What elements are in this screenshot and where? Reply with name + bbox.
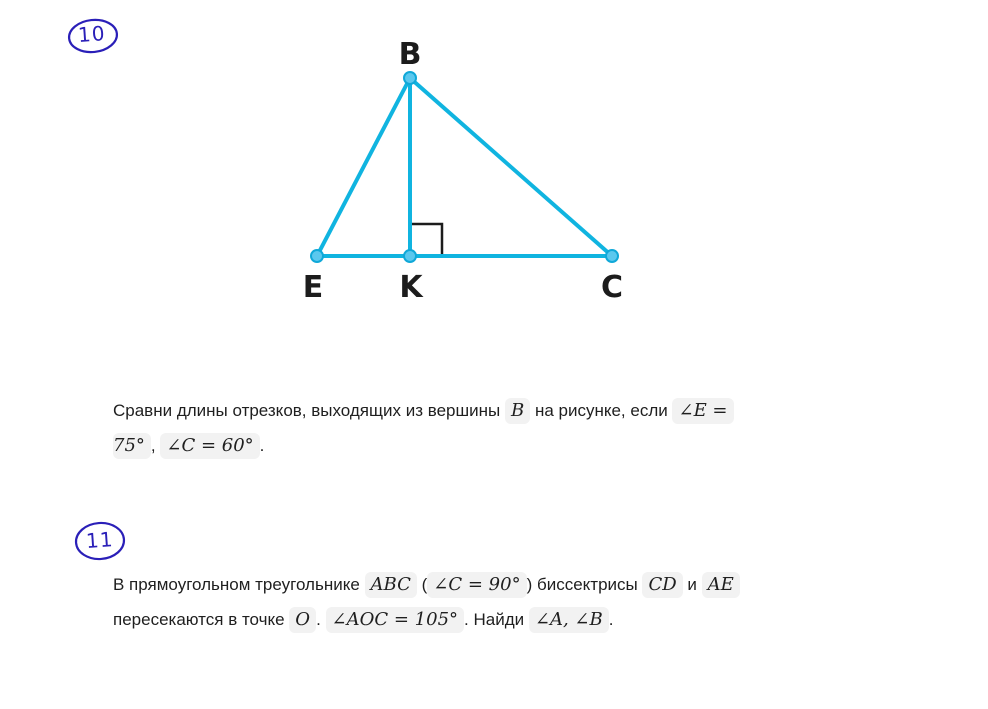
vertex-label-K: K	[399, 270, 423, 305]
math-expression: ABC	[365, 572, 417, 598]
right-angle-marker	[412, 224, 442, 254]
segment-BE	[317, 78, 410, 256]
problem-number-label: 10	[77, 21, 107, 47]
text-fragment: на рисунке, если	[534, 401, 668, 420]
problem-10-text-line-1	[113, 393, 734, 428]
text-fragment: .	[608, 610, 614, 629]
text-fragment: .	[316, 610, 321, 629]
vertex-point-B	[404, 72, 416, 84]
vertex-label-E: E	[302, 270, 324, 305]
segment-BC	[410, 78, 612, 256]
triangle-figure	[290, 30, 650, 310]
math-expression: ∠AOC = 105°	[326, 607, 465, 633]
problem-number-label: 11	[85, 527, 115, 553]
problem-11-text-line-1	[113, 567, 740, 602]
vertex-label-B: B	[398, 37, 422, 72]
text-fragment: ) биссектрисы	[526, 575, 638, 594]
math-expression: ∠A, ∠B	[529, 607, 609, 633]
vertex-point-C	[606, 250, 618, 262]
vertex-label-C: C	[600, 270, 624, 305]
problem-10-text-line-2	[113, 428, 264, 463]
text-fragment: В прямоугольном треугольнике	[113, 575, 360, 594]
text-fragment: Сравни длины отрезков, выходящих из вершины	[113, 401, 501, 420]
math-expression: 75°	[113, 433, 151, 459]
text-fragment: . Найди	[464, 610, 525, 629]
text-fragment: (	[421, 575, 428, 594]
math-expression: ∠E =	[672, 398, 733, 424]
vertex-point-K	[404, 250, 416, 262]
math-expression: O	[289, 607, 316, 633]
text-fragment: .	[259, 436, 265, 455]
vertex-point-E	[311, 250, 323, 262]
math-expression: AE	[702, 572, 740, 598]
math-expression: ∠C = 90°	[427, 572, 526, 598]
math-expression: CD	[642, 572, 682, 598]
problem-11-text-line-2	[113, 602, 613, 637]
math-expression: B	[505, 398, 530, 424]
text-fragment: и	[687, 575, 697, 594]
math-expression: ∠C = 60°	[160, 433, 259, 459]
text-fragment: ,	[150, 436, 156, 455]
text-fragment: пересекаются в точке	[113, 610, 285, 629]
